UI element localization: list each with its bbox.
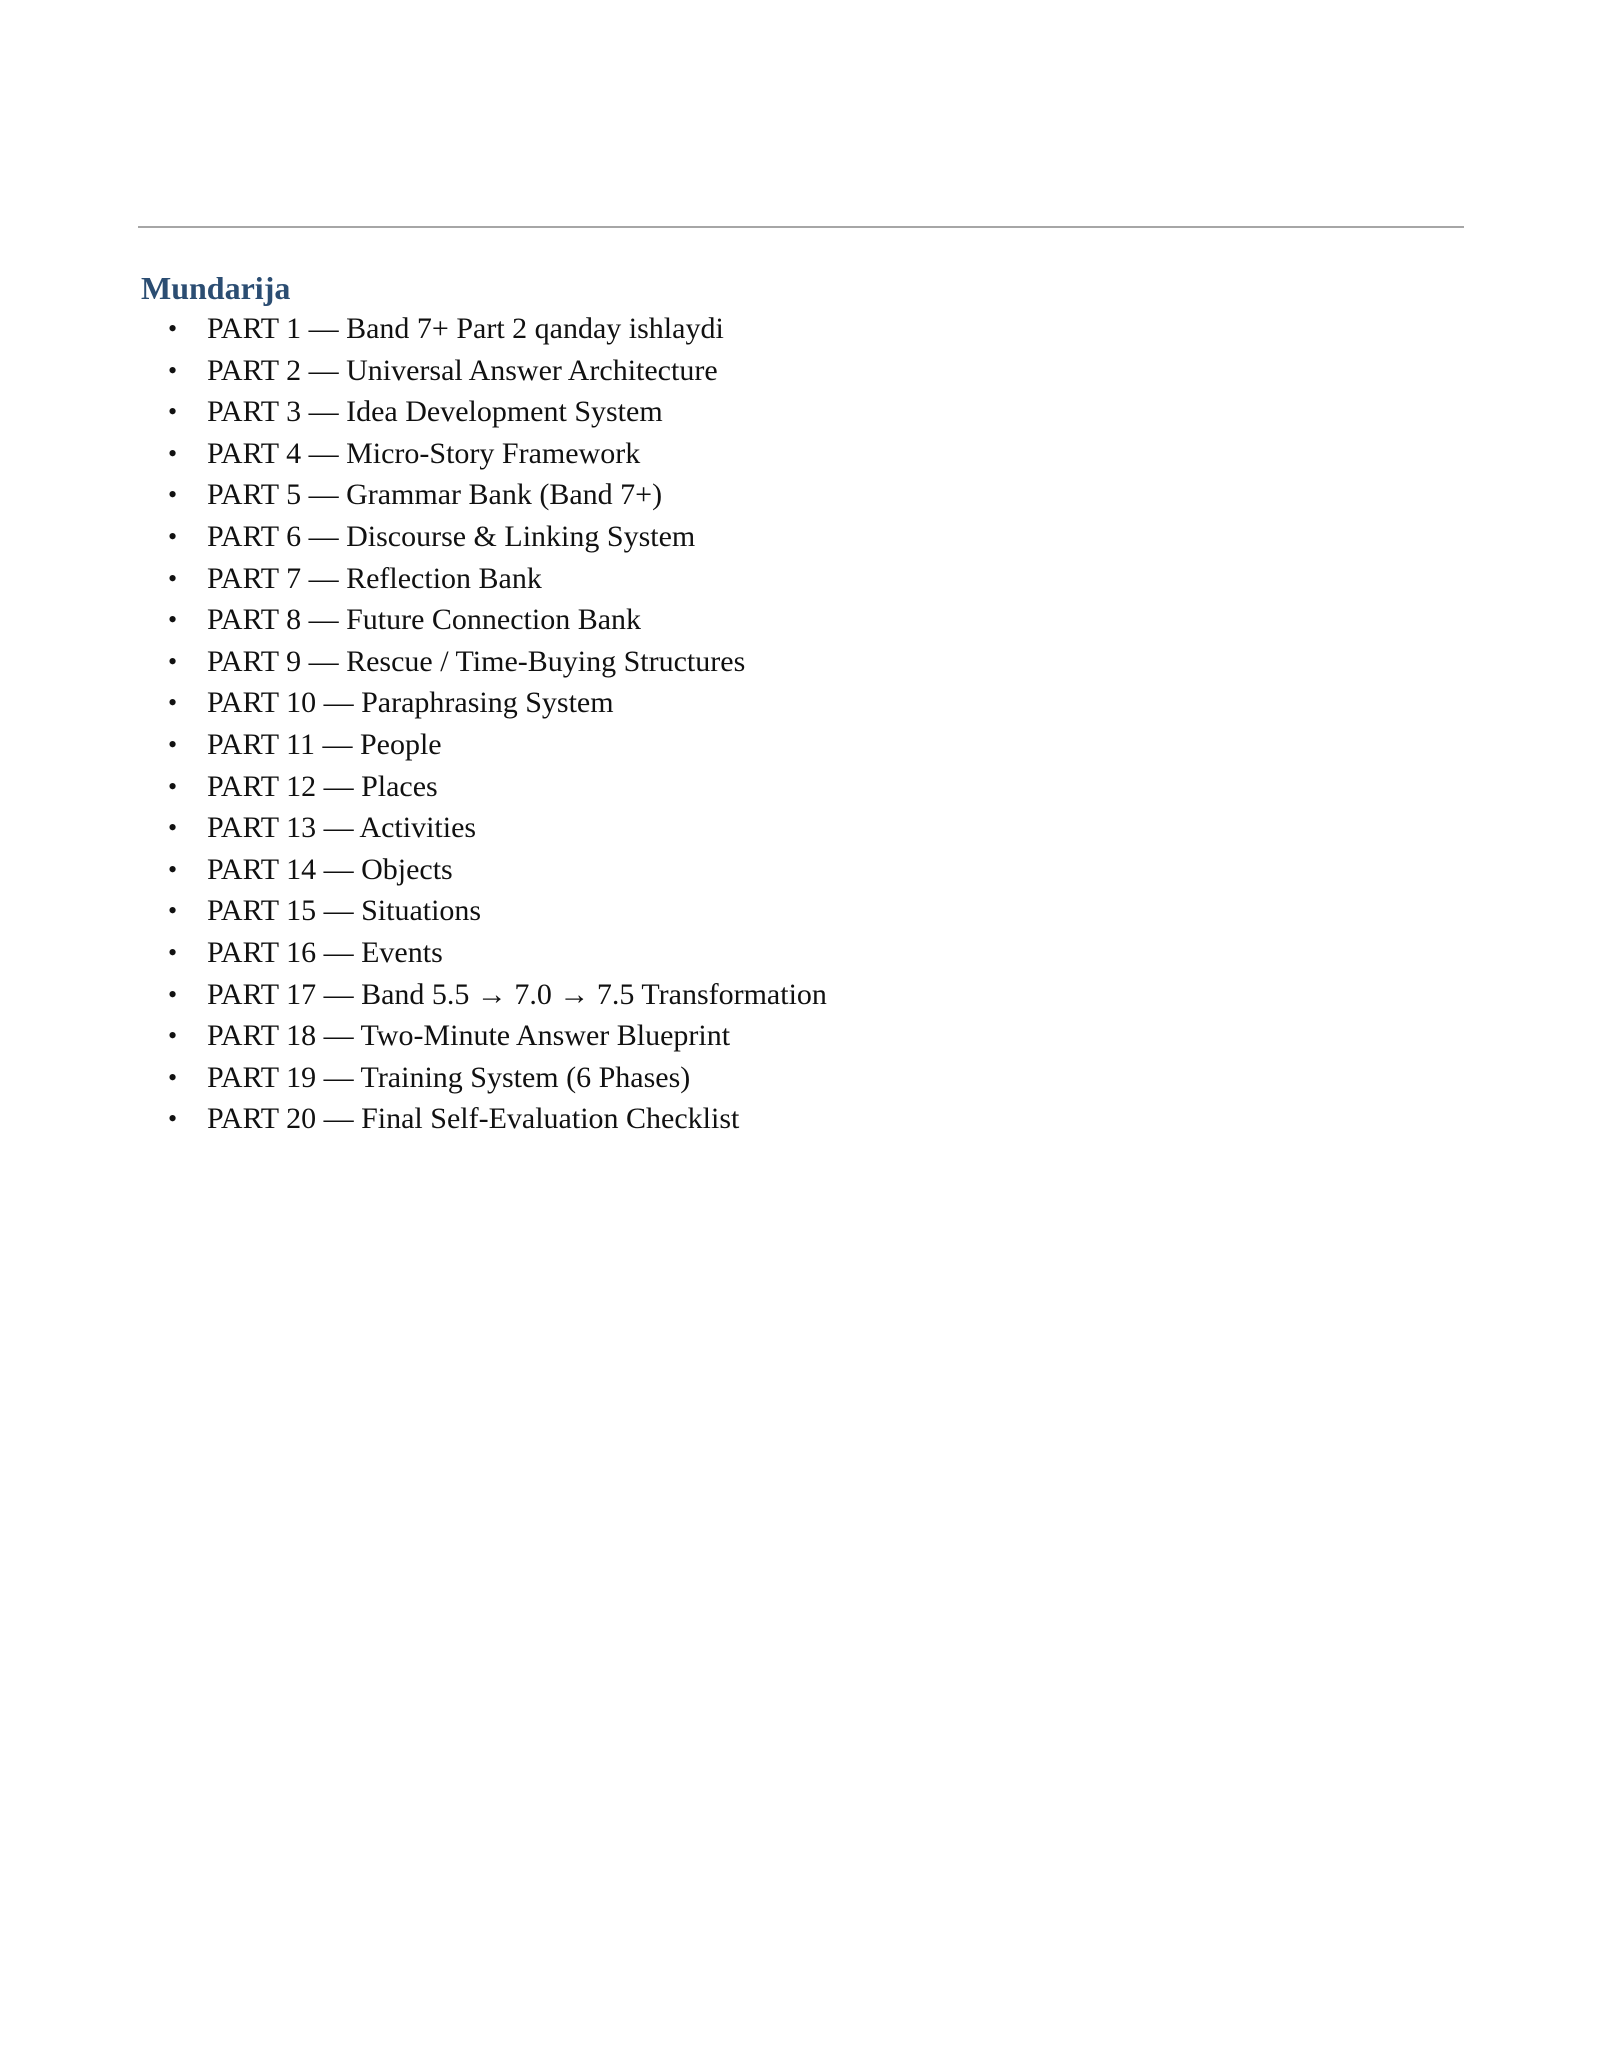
bullet-icon: • — [168, 896, 178, 926]
toc-item-label: PART 8 — Future Connection Bank — [207, 603, 642, 637]
toc-item-label: PART 12 — Places — [207, 769, 438, 803]
toc-heading: Mundarija — [141, 270, 291, 306]
bullet-icon: • — [168, 1021, 178, 1051]
toc-item-label: PART 19 — Training System (6 Phases) — [207, 1060, 691, 1094]
toc-item-label: PART 5 — Grammar Bank (Band 7+) — [207, 478, 663, 512]
bullet-icon: • — [168, 314, 178, 343]
bullet-icon: • — [168, 355, 178, 385]
toc-item-label: PART 16 — Events — [207, 935, 443, 969]
bullet-icon: • — [168, 646, 178, 676]
bullet-icon: • — [168, 563, 178, 593]
bullet-icon: • — [168, 480, 178, 510]
toc-item-label: PART 9 — Rescue / Time-Buying Structures — [207, 644, 746, 678]
toc-item-label: PART 10 — Paraphrasing System — [207, 686, 614, 720]
toc-item-label: PART 13 — Activities — [207, 811, 477, 845]
bullet-icon: • — [168, 813, 178, 843]
bullet-icon: • — [168, 937, 178, 967]
toc-item-label: PART 14 — Objects — [207, 852, 453, 886]
bullet-icon: • — [168, 771, 178, 801]
bullet-icon: • — [168, 979, 178, 1009]
bullet-icon: • — [168, 438, 178, 468]
bullet-icon: • — [168, 605, 178, 635]
bullet-icon: • — [168, 1104, 178, 1134]
toc-item-label: PART 2 — Universal Answer Architecture — [207, 353, 718, 387]
bullet-icon: • — [168, 729, 178, 759]
bullet-icon: • — [168, 688, 178, 718]
toc-item-label: PART 7 — Reflection Bank — [207, 561, 542, 595]
toc-item-label: PART 6 — Discourse & Linking System — [207, 519, 696, 553]
toc-item-label: PART 4 — Micro-Story Framework — [207, 436, 641, 470]
bullet-icon: • — [168, 1062, 178, 1092]
toc-item-label: PART 18 — Two-Minute Answer Blueprint — [207, 1019, 731, 1053]
horizontal-rule — [138, 226, 1464, 228]
toc-item-label: PART 20 — Final Self-Evaluation Checklist — [207, 1102, 740, 1136]
bullet-icon: • — [168, 521, 178, 551]
bullet-icon: • — [168, 854, 178, 884]
toc-item-label: PART 1 — Band 7+ Part 2 qanday ishlaydi — [207, 312, 724, 345]
toc-item-label: PART 15 — Situations — [207, 894, 482, 928]
toc-item-label: PART 17 — Band 5.5 → 7.0 → 7.5 Transformation — [207, 977, 827, 1011]
toc-item-label: PART 3 — Idea Development System — [207, 395, 663, 429]
toc-item-label: PART 11 — People — [207, 727, 442, 761]
bullet-icon: • — [168, 397, 178, 427]
